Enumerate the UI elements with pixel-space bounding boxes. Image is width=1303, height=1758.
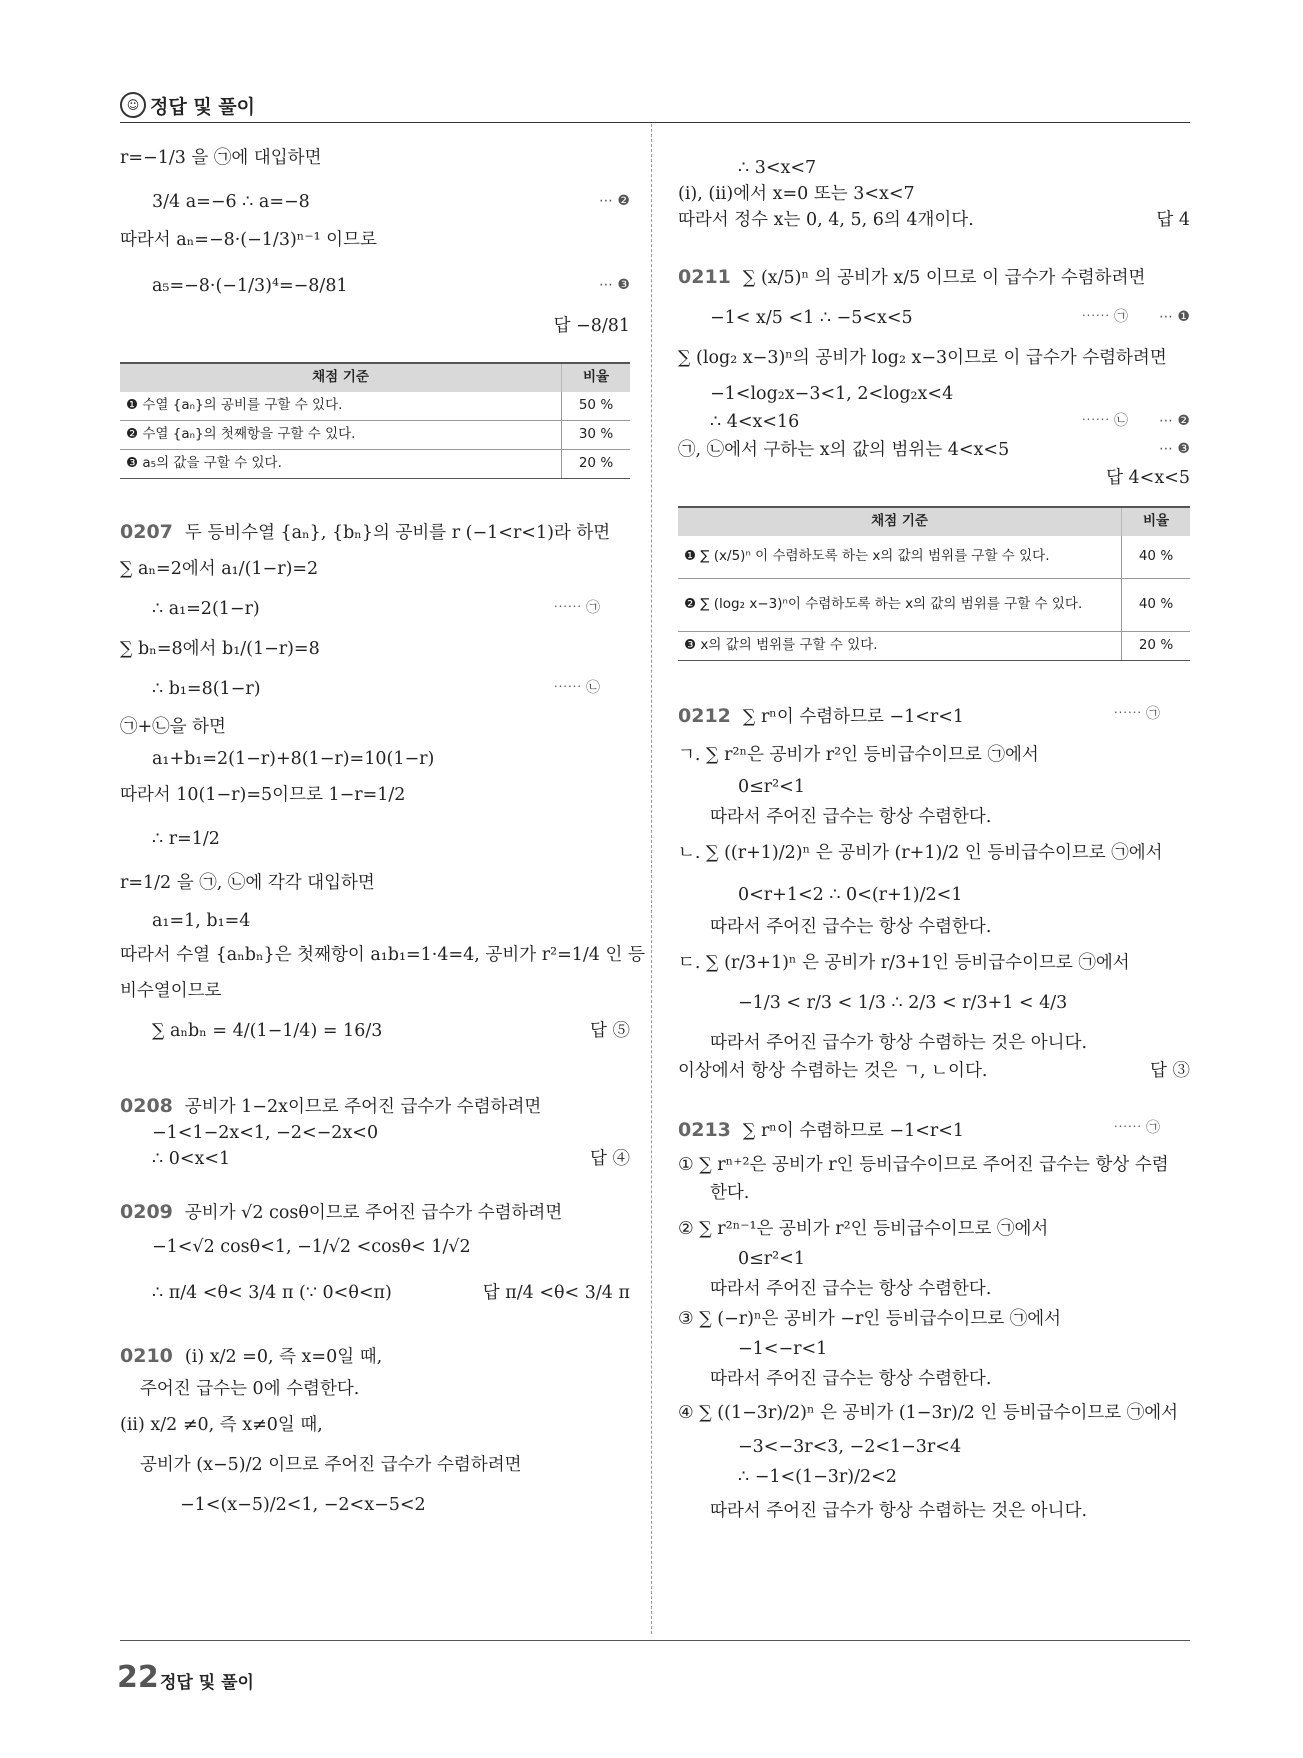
footer-rule [120, 1640, 1190, 1641]
footer-label: 정답 및 풀이 [160, 1673, 254, 1693]
problem-0209: 0209 공비가 √2 cosθ이므로 주어진 급수가 수렴하려면 −1<√2 cosθ<1, −1/√2 <cosθ< 1/√2 ∴ π/4 <θ< 3/4 π (∵ 0<θ<π) 답 π/4 <θ< 3/4 π [120, 1201, 630, 1303]
problem-0207: 0207 두 등비수열 {aₙ}, {bₙ}의 공비를 r (−1<r<1)라 하면 ∑ aₙ=2에서 a₁/(1−r)=2 ∴ a₁=2(1−r) ⋯⋯ ㉠ ∑ bₙ=8에서 b₁/(1−r)=8 ∴ b₁=8(1−r) ⋯⋯ ㉡ ㉠+㉡을 하면 a₁+b₁=2(1−r)+8(1−r)=10(1−r) 따라서 10(1−r)=5이므로 1−r=1/2 ∴ r=1/2 r=1/2 을 ㉠, ㉡에 각각 대입하면 a₁=1, b₁=4 따라서 수열 {aₙbₙ}은 첫째항이 a₁b₁=1·4=4, 공비가 r²=1/4 인 등 비수열이므로 ∑ aₙbₙ = 4/(1−1/4) = 16/3 답 ⑤ [120, 521, 645, 1041]
problem-0208: 0208 공비가 1−2x이므로 주어진 급수가 수렴하려면 −1<1−2x<1, −2<−2x<0 ∴ 0<x<1 답 ④ [120, 1095, 630, 1169]
text-line: r=−1/3 을 ㉠에 대입하면 [120, 148, 322, 168]
page-header [120, 88, 1190, 123]
right-column [678, 160, 1190, 1531]
smile-icon: ☺ [120, 92, 146, 118]
answer-line: 답 −8/81 [553, 316, 630, 336]
problem-0213: 0213 ∑ rⁿ이 수렴하므로 −1<r<1 ⋯⋯ ㉠ ① ∑ rⁿ⁺²은 공비가 r인 등비급수이므로 주어진 급수는 항상 수렴 한다. ② ∑ r²ⁿ⁻¹은 공비가 r²인 등비급수이므로 ㉠에서 0≤r²<1 따라서 주어진 급수는 항상 수렴한다. ③ ∑ (−r)ⁿ은 공비가 −r인 등비급수이므로 ㉠에서 −1<−r<1 따라서 주어진 급수는 항상 수렴한다. ④ ∑ ((1−3r)/2)ⁿ 은 공비가 (1−3r)/2 인 등비급수이므로 ㉠에서 −3<−3r<3, −2<1−3r<4 ∴ −1<(1−3r)/2<2 따라서 주어진 급수가 항상 수렴하는 것은 아니다. [678, 1119, 1179, 1521]
problem-0210: 0210 (i) x/2 =0, 즉 x=0일 때, 주어진 급수는 0에 수렴한다. (ii) x/2 ≠0, 즉 x≠0일 때, 공비가 (x−5)/2 이므로 주어진 급수가 수렴하려면 −1<(x−5)/2<1, −2<x−5<2 [120, 1345, 522, 1515]
text-line: 3/4 a=−6 ∴ a=−8 ⋯ ❷ [152, 192, 630, 212]
column-divider [651, 124, 652, 1634]
left-column [120, 148, 645, 1527]
page-number: 22 [117, 1660, 159, 1695]
problem-0211: 0211 ∑ (x/5)ⁿ 의 공비가 x/5 이므로 이 급수가 수렴하려면 −1< x/5 <1 ∴ −5<x<5 ⋯⋯ ㉠ ⋯ ❶ ∑ (log₂ x−3)ⁿ의 공비가 log₂ x−3이므로 이 급수가 수렴하려면 −1<log₂x−3<1, 2<log₂x<4 ∴ 4<x<16 ⋯⋯ ㉡ ⋯ ❷ ㉠, ㉡에서 구하는 x의 값의 범위는 4<x<5 ⋯ ❸ 답 4<x<5 [678, 266, 1190, 488]
header-title: 정답 및 풀이 [150, 96, 255, 118]
text-line: 따라서 aₙ=−8·(−1/3)ⁿ⁻¹ 이므로 [120, 230, 377, 250]
text-line: a₅=−8·(−1/3)⁴=−8/81 ⋯ ❸ [152, 276, 630, 296]
grading-table: 채점 기준 비율 ❶ ∑ (x/5)ⁿ 이 수렴하도록 하는 x의 값의 범위를 구할 수 있다. 40 % ❷ ∑ (log₂ x−3)ⁿ이 수렴하도록 하는 x의 값의 범위를 구할 수 있다. 40 % ❸ x의 값의 범위를 구할 수 있다. 20 % [678, 506, 1190, 661]
problem-0212: 0212 ∑ rⁿ이 수렴하므로 −1<r<1 ⋯⋯ ㉠ ㄱ. ∑ r²ⁿ은 공비가 r²인 등비급수이므로 ㉠에서 0≤r²<1 따라서 주어진 급수는 항상 수렴한다. ㄴ. ∑ ((r+1)/2)ⁿ 은 공비가 (r+1)/2 인 등비급수이므로 ㉠에서 0<r+1<2 ∴ 0<(r+1)/2<1 따라서 주어진 급수는 항상 수렴한다. ㄷ. ∑ (r/3+1)ⁿ 은 공비가 r/3+1인 등비급수이므로 ㉠에서 −1/3 < r/3 < 1/3 ∴ 2/3 < r/3+1 < 4/3 따라서 주어진 급수가 항상 수렴하는 것은 아니다. 이상에서 항상 수렴하는 것은 ㄱ, ㄴ이다. 답 ③ [678, 705, 1190, 1081]
problem-0210-cont: ∴ 3<x<7 (i), (ii)에서 x=0 또는 3<x<7 따라서 정수 x는 0, 4, 5, 6의 4개이다. 답 4 [678, 158, 1190, 230]
grading-table: 채점 기준 비율 ❶ 수열 {aₙ}의 공비를 구할 수 있다. 50 % ❷ 수열 {aₙ}의 첫째항을 구할 수 있다. 30 % ❸ a₅의 값을 구할 수 있다. 20 % [120, 362, 630, 479]
